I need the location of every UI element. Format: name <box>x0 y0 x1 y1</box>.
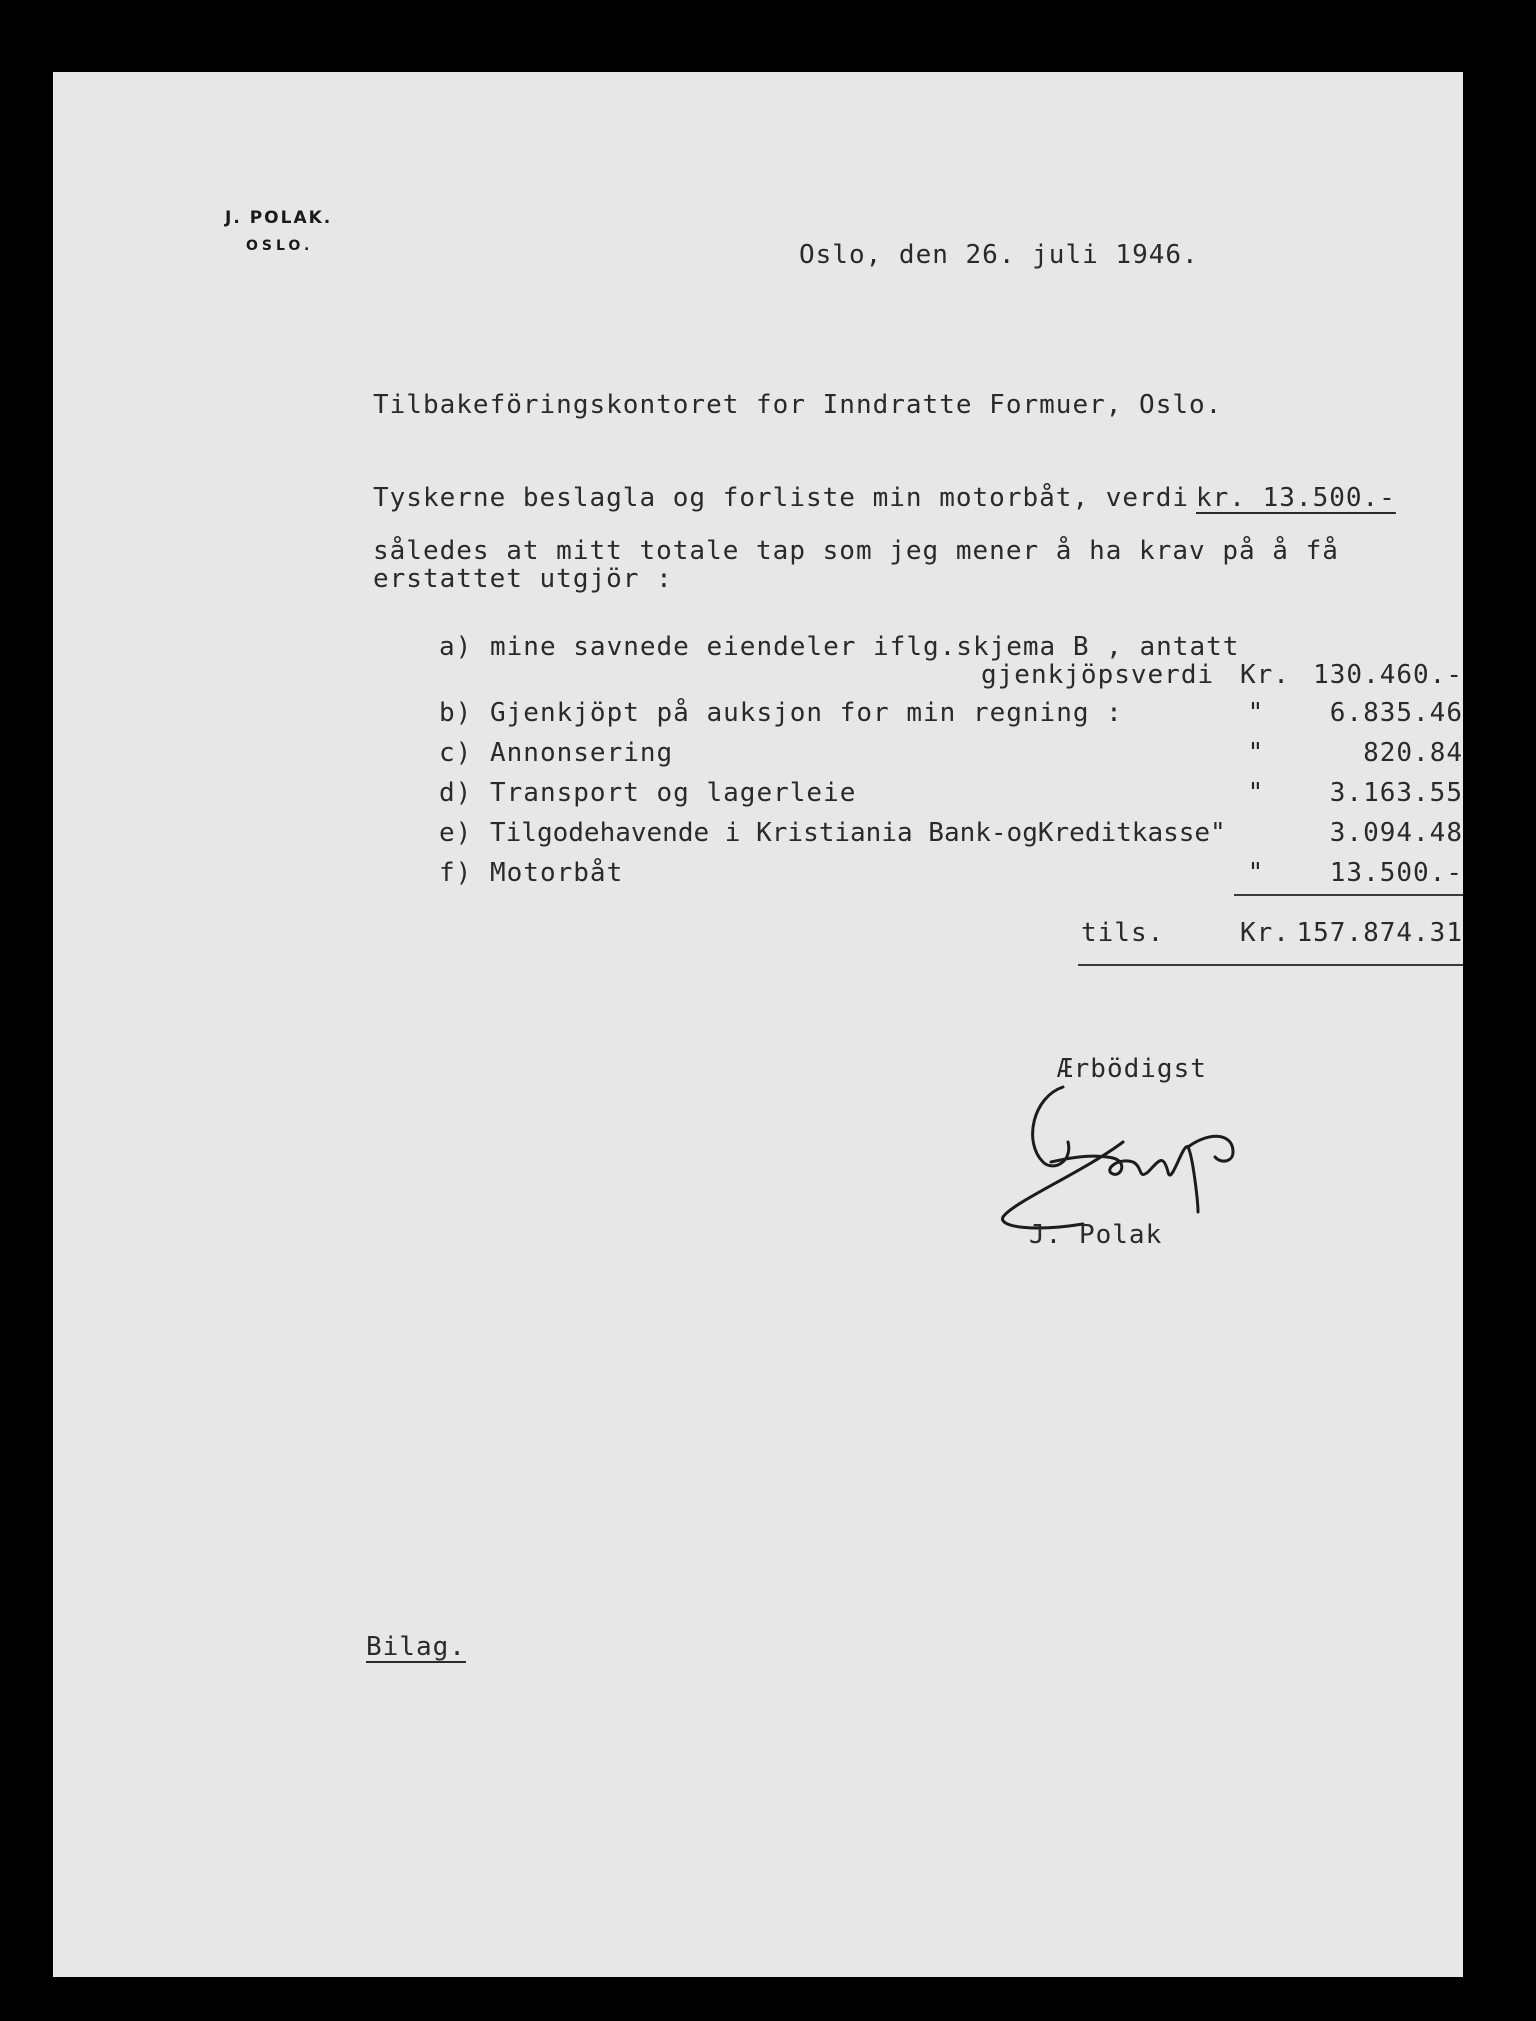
item-amount: 6.835.46 <box>1329 698 1463 728</box>
handwritten-signature <box>943 1062 1303 1242</box>
item-letter: d) <box>439 778 473 808</box>
closing-salutation: Ærbödigst <box>1057 1054 1207 1084</box>
item-letter: f) <box>439 858 473 888</box>
item-amount: 13.500.- <box>1329 858 1463 888</box>
letter-date: Oslo, den 26. juli 1946. <box>799 240 1199 270</box>
item-description: Tilgodehavende i Kristiania Bank-ogKreditkasse" <box>490 818 1226 848</box>
recipient-line: Tilbakeföringskontoret for Inndratte Formuer, Oslo. <box>373 390 1223 420</box>
attachment-note: Bilag. <box>366 1632 466 1662</box>
item-amount: 130.460.- <box>1313 660 1463 690</box>
letterhead-city: OSLO. <box>246 238 314 254</box>
item-prefix: " <box>1247 698 1265 728</box>
paragraph-line-1: Tyskerne beslagla og forliste min motorbåt, verdi <box>373 483 1190 513</box>
item-amount: 820.84 <box>1363 738 1463 768</box>
item-description: mine savnede eiendeler iflg.skjema B , antatt <box>490 632 1240 662</box>
item-prefix: " <box>1247 858 1265 888</box>
item-letter: e) <box>439 818 473 848</box>
total-amount: 157.874.31 <box>1296 918 1463 948</box>
paragraph-line-3: erstattet utgjör : <box>373 564 673 594</box>
item-description: Gjenkjöpt på auksjon for min regning : <box>490 698 1123 728</box>
item-description: Annonsering <box>490 738 674 768</box>
item-amount: 3.094.48 <box>1329 818 1463 848</box>
subtotal-rule <box>1234 894 1463 896</box>
item-amount: 3.163.55 <box>1329 778 1463 808</box>
signatory-name: J. Polak <box>1029 1220 1163 1250</box>
letter-page <box>53 72 1463 1977</box>
paragraph-line-2: således at mitt totale tap som jeg mener å ha krav på å få <box>373 536 1339 566</box>
item-prefix: " <box>1247 778 1265 808</box>
item-prefix: " <box>1247 738 1265 768</box>
total-prefix: Kr. <box>1240 918 1290 948</box>
item-letter: a) <box>439 632 473 662</box>
item-description: Motorbåt <box>490 858 624 888</box>
letterhead-name: J. POLAK. <box>225 208 333 228</box>
item-letter: c) <box>439 738 473 768</box>
boat-value: kr. 13.500.- <box>1196 483 1396 513</box>
total-rule <box>1078 964 1463 966</box>
item-description: Transport og lagerleie <box>490 778 857 808</box>
item-prefix: Kr. <box>1240 660 1290 690</box>
item-description-cont: gjenkjöpsverdi <box>981 660 1215 690</box>
total-label: tils. <box>1081 918 1165 948</box>
item-letter: b) <box>439 698 473 728</box>
